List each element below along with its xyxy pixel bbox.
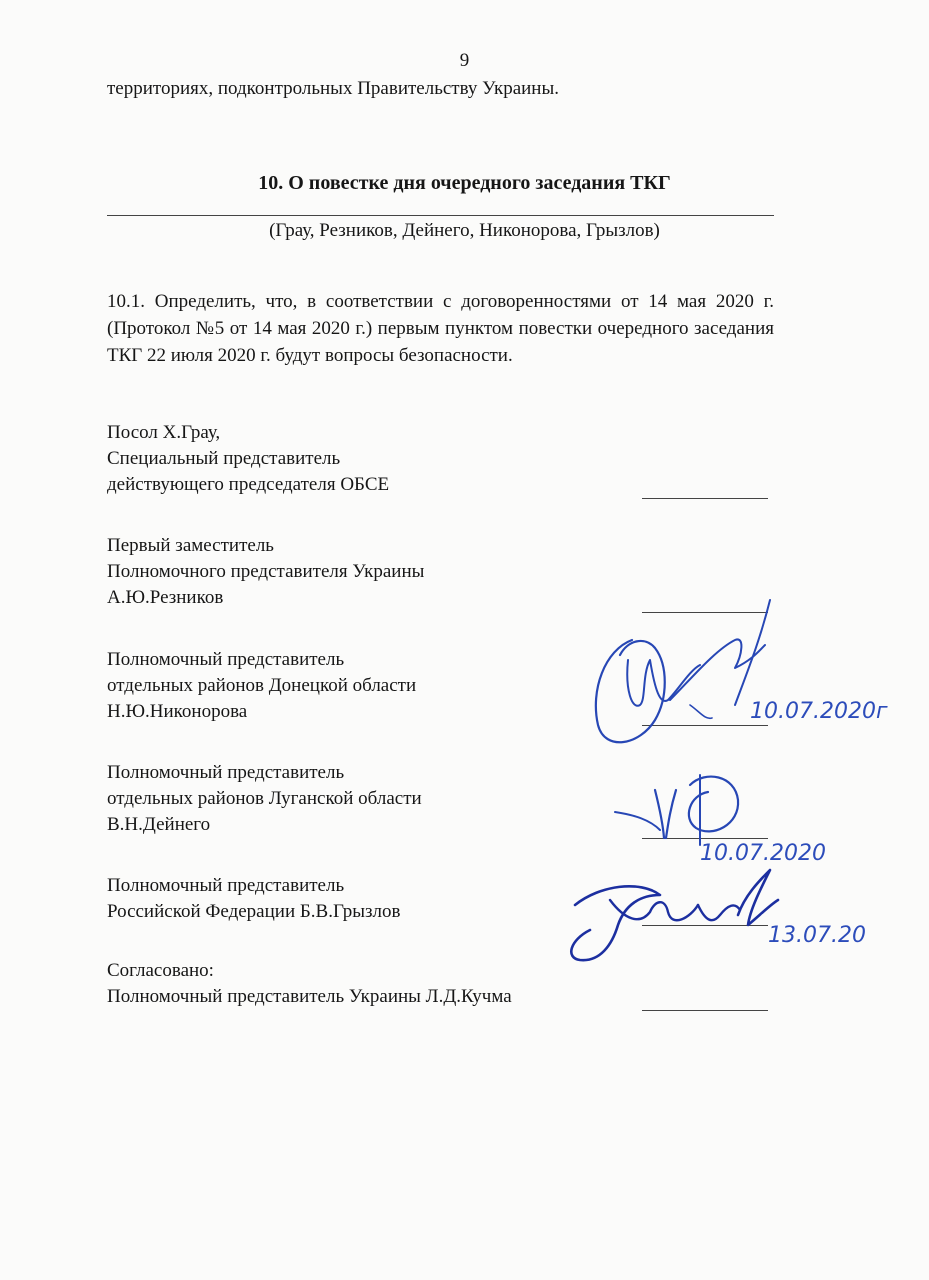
signatory-line: Посол Х.Грау, — [107, 422, 221, 443]
section-heading: 10. О повестке дня очередного заседания ТКГ — [258, 172, 671, 194]
signature-line-reznikov — [642, 612, 768, 613]
signatory-line: А.Ю.Резников — [107, 587, 224, 608]
signatory-line: Российской Федерации Б.В.Грызлов — [107, 901, 401, 922]
signatory-line: Н.Ю.Никонорова — [107, 701, 248, 722]
signatory-line: Полномочный представитель — [107, 649, 345, 670]
signatory-line: Полномочного представителя Украины — [107, 561, 425, 582]
signatory-line: В.Н.Дейнего — [107, 814, 211, 835]
page-number: 9 — [459, 50, 470, 71]
signatory-reznikov — [107, 533, 424, 611]
signatory-line: отдельных районов Донецкой области — [107, 675, 417, 696]
signatory-line: Согласовано: — [107, 960, 214, 981]
signatory-nikonorova — [107, 647, 416, 725]
date-deinego: 10.07.2020 — [700, 841, 826, 866]
signatory-line: Первый заместитель — [107, 535, 274, 556]
signature-deinego — [615, 775, 826, 866]
signature-line-deinego — [642, 838, 768, 839]
heading-divider — [107, 215, 774, 216]
signature-line-gryzlov — [642, 925, 768, 926]
signatory-line: Полномочный представитель — [107, 762, 345, 783]
signature-nikonorova — [596, 600, 888, 742]
section-participants: (Грау, Резников, Дейнего, Никонорова, Грызлов) — [269, 220, 660, 241]
date-nikonorova: 10.07.2020г — [750, 699, 888, 724]
signatory-line: отдельных районов Луганской области — [107, 788, 422, 809]
signatory-grau — [107, 420, 389, 498]
signatory-line: Полномочный представитель Украины Л.Д.Кучма — [107, 986, 512, 1007]
signatory-gryzlov — [107, 873, 400, 925]
signatory-line: Специальный представитель — [107, 448, 341, 469]
signature-line-kuchma — [642, 1010, 768, 1011]
section-paragraph: 10.1. Определить, что, в соответствии с договоренностями от 14 мая 2020 г. (Протокол №5 от 14 мая 2020 г.) первым пунктом повестки очередного заседания ТКГ 22 июля 2020 г. будут вопросы безопасности. — [107, 291, 774, 366]
signature-line-nikonorova — [642, 725, 768, 726]
signature-gryzlov — [571, 870, 866, 960]
signatory-deinego — [107, 760, 422, 838]
signatory-kuchma — [107, 958, 512, 1010]
continuation-text: территориях, подконтрольных Правительству Украины. — [107, 78, 559, 99]
signatory-line: действующего председателя ОБСЕ — [107, 474, 390, 495]
signature-line-grau — [642, 498, 768, 499]
date-gryzlov: 13.07.20 — [768, 923, 866, 948]
signatory-line: Полномочный представитель — [107, 875, 345, 896]
